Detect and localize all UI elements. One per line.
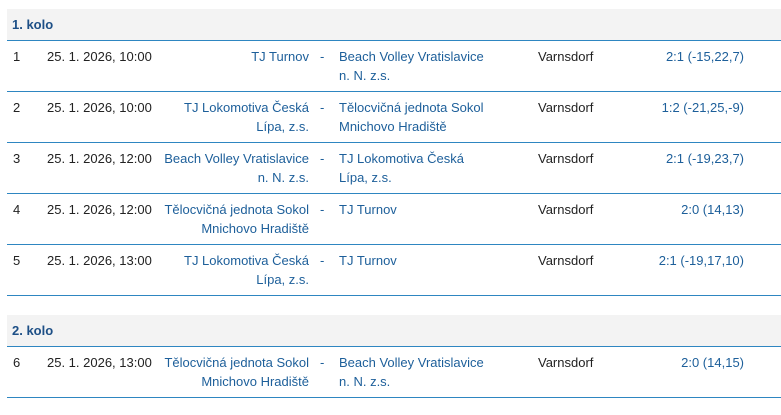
match-number: 1 — [13, 49, 21, 64]
match-score-link[interactable]: 2:1 (-19,17,10) — [658, 253, 744, 268]
match-datetime: 25. 1. 2026, 13:00 — [47, 253, 152, 268]
match-row — [7, 143, 781, 194]
home-team-link[interactable]: TJ Turnov — [251, 49, 309, 64]
match-number: 3 — [13, 151, 21, 166]
vs-separator: - — [320, 151, 325, 166]
home-team-link[interactable]: TJ Lokomotiva Česká Lípa, z.s. — [184, 253, 309, 287]
match-score-link[interactable]: 2:1 (-19,23,7) — [665, 151, 744, 166]
match-score-link[interactable]: 1:2 (-21,25,-9) — [661, 100, 744, 115]
vs-separator: - — [320, 100, 325, 115]
match-venue: Varnsdorf — [538, 100, 594, 115]
match-row — [7, 92, 781, 143]
match-venue: Varnsdorf — [538, 151, 594, 166]
match-venue: Varnsdorf — [538, 49, 594, 64]
away-team-link[interactable]: TJ Lokomotiva Česká Lípa, z.s. — [339, 151, 464, 185]
match-score-link[interactable]: 2:0 (14,15) — [681, 355, 744, 370]
vs-separator: - — [320, 355, 325, 370]
away-team-link[interactable]: TJ Turnov — [339, 202, 397, 217]
home-team-link[interactable]: Tělocvičná jednota Sokol Mnichovo Hradiště — [164, 355, 309, 389]
vs-separator: - — [320, 49, 325, 64]
match-row — [7, 40, 781, 92]
home-team-link[interactable]: Beach Volley Vratislavice n. N. z.s. — [164, 151, 309, 185]
match-row — [7, 346, 781, 398]
match-venue: Varnsdorf — [538, 355, 594, 370]
match-datetime: 25. 1. 2026, 10:00 — [47, 49, 152, 64]
match-venue: Varnsdorf — [538, 202, 594, 217]
away-team-link[interactable]: Beach Volley Vratislavice n. N. z.s. — [339, 355, 484, 389]
match-datetime: 25. 1. 2026, 12:00 — [47, 151, 152, 166]
round-2 — [7, 315, 781, 398]
match-number: 2 — [13, 100, 21, 115]
vs-separator: - — [320, 253, 325, 268]
home-team-link[interactable]: Tělocvičná jednota Sokol Mnichovo Hradiště — [164, 202, 309, 236]
away-team-link[interactable]: TJ Turnov — [339, 253, 397, 268]
match-score-link[interactable]: 2:1 (-15,22,7) — [665, 49, 744, 64]
match-datetime: 25. 1. 2026, 13:00 — [47, 355, 152, 370]
away-team-link[interactable]: Tělocvičná jednota Sokol Mnichovo Hradiště — [339, 100, 484, 134]
match-row — [7, 245, 781, 296]
match-datetime: 25. 1. 2026, 12:00 — [47, 202, 152, 217]
match-score-link[interactable]: 2:0 (14,13) — [681, 202, 744, 217]
round-title: 1. kolo — [7, 9, 781, 40]
match-datetime: 25. 1. 2026, 10:00 — [47, 100, 152, 115]
away-team-link[interactable]: Beach Volley Vratislavice n. N. z.s. — [339, 49, 484, 83]
match-number: 6 — [13, 355, 21, 370]
home-team-link[interactable]: TJ Lokomotiva Česká Lípa, z.s. — [184, 100, 309, 134]
match-venue: Varnsdorf — [538, 253, 594, 268]
match-number: 5 — [13, 253, 21, 268]
match-row — [7, 194, 781, 245]
round-title: 2. kolo — [7, 315, 781, 346]
vs-separator: - — [320, 202, 325, 217]
match-number: 4 — [13, 202, 21, 217]
round-1 — [7, 9, 781, 296]
